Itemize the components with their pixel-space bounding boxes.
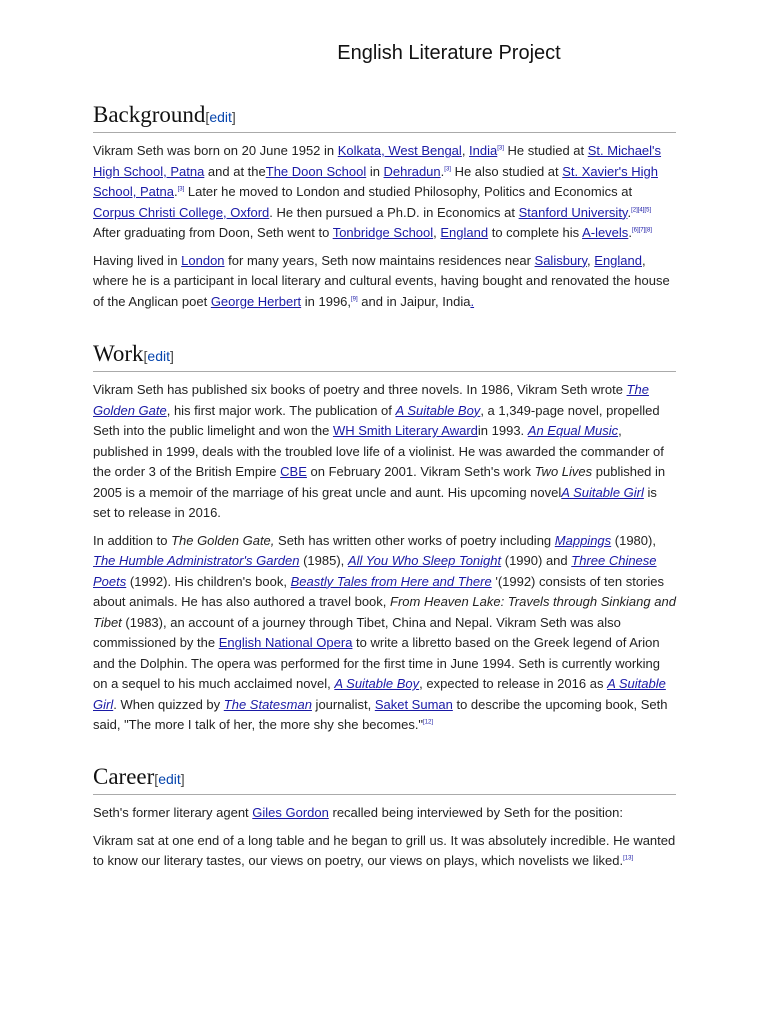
inline-link[interactable]: England <box>594 252 642 268</box>
text-run: Vikram sat at one end of a long table and he began to grill us. It was absolutely incredible. He wanted to know our literary tastes, our views on poetry, our views on plays, which novelists we liked. <box>93 832 676 868</box>
text-run: recalled being interviewed by Seth for the position: <box>328 805 623 820</box>
text-run: . <box>628 225 632 240</box>
document-title: English Literature Project <box>337 42 561 64</box>
text-run: , <box>587 252 595 268</box>
paragraph <box>93 803 676 824</box>
inline-link[interactable]: England <box>440 225 489 240</box>
inline-link[interactable]: CBE <box>280 464 307 479</box>
text-run: . When quizzed by <box>113 696 224 712</box>
section-work <box>93 340 676 736</box>
text-run: (1990) and <box>501 553 572 568</box>
text-run: , <box>433 225 441 240</box>
edit-link[interactable]: edit <box>209 109 232 125</box>
text-run: . <box>440 163 445 179</box>
inline-link[interactable]: Tonbridge School <box>332 225 434 240</box>
section-background <box>93 101 676 312</box>
citation-ref[interactable]: [12] <box>423 719 434 726</box>
text-run: . <box>627 204 632 220</box>
text-run: is set to release in 2016. <box>93 484 657 520</box>
inline-link[interactable]: Giles Gordon <box>252 805 329 820</box>
text-run: to complete his <box>488 225 583 240</box>
text-run: (1992). His children's book, <box>126 573 291 589</box>
edit-link-wrapper: [edit] <box>154 771 185 787</box>
text-run: Having lived in <box>93 252 182 268</box>
text-run: After graduating from Doon, Seth went to <box>93 225 333 240</box>
section-heading <box>93 340 676 372</box>
text-run: . <box>173 184 178 199</box>
inline-link[interactable]: Salisbury <box>534 252 588 268</box>
text-run: in 1996, <box>301 293 352 309</box>
text-run: , published in 1999, deals with the troubled love life of a violinist. He was awarded the commander of the order 3 of the British Empire <box>93 423 664 479</box>
inline-link[interactable]: A Suitable Boy <box>395 402 481 418</box>
citation-ref[interactable]: [3] <box>444 166 451 173</box>
inline-link[interactable]: Stanford University <box>518 204 628 220</box>
edit-link[interactable]: edit <box>147 348 170 364</box>
text-run: Later he moved to London and studied Philosophy, Politics and Economics at <box>184 184 633 199</box>
text-run: and in Jaipur, India <box>357 293 471 309</box>
paragraph <box>93 251 676 313</box>
paragraph <box>93 531 676 736</box>
text-run: (1985), <box>299 553 348 568</box>
text-run: Seth's former literary agent <box>93 805 253 820</box>
text-run: , expected to release in 2016 as <box>419 676 608 691</box>
inline-link[interactable]: Mappings <box>554 532 612 548</box>
paragraph <box>93 141 676 244</box>
text-run: , <box>461 143 470 158</box>
heading-text: Background <box>93 102 206 127</box>
inline-link[interactable]: The Humble Administrator's Garden <box>93 553 300 568</box>
edit-link-wrapper: [edit] <box>205 109 236 125</box>
text-run: , where he is a participant in local literary and cultural events, having bought and renovated the house of the Anglican poet <box>93 252 670 309</box>
inline-link[interactable]: The Statesman <box>223 696 312 712</box>
text-run: He also studied at <box>450 163 563 179</box>
text-run: published in 2005 is a memoir of the marriage of his great uncle and aunt. His upcoming novel <box>93 464 666 500</box>
text-run: Vikram Seth was born on 20 June 1952 in <box>93 143 338 158</box>
text-run: He studied at <box>503 143 588 158</box>
inline-link[interactable]: The Golden Gate <box>93 382 649 418</box>
paragraph <box>93 380 676 524</box>
inline-link[interactable]: Dehradun <box>383 163 441 179</box>
citation-ref[interactable]: [3] <box>497 145 504 152</box>
text-run: Vikram Seth has published six books of poetry and three novels. In 1986, Vikram Seth wrote <box>93 382 627 397</box>
text-run: to write a libretto based on the Greek legend of Arion and the Dolphin. The opera was performed for the first time in June 1994. Seth is currently working on a sequel to his much acclaimed novel, <box>93 635 660 691</box>
inline-link[interactable]: English National Opera <box>218 635 353 650</box>
inline-link[interactable]: A-levels <box>582 225 629 240</box>
edit-link-wrapper: [edit] <box>143 348 174 364</box>
text-run: on February 2001. Vikram Seth's work <box>306 464 535 479</box>
inline-link[interactable]: St. Xavier's High School, Patna <box>93 163 658 199</box>
inline-link[interactable]: India <box>469 143 498 158</box>
inline-link[interactable]: Kolkata, West Bengal <box>337 143 462 158</box>
heading-text: Work <box>93 341 144 366</box>
italic-title: From Heaven Lake: Travels through Sinkiang and Tibet <box>93 594 676 630</box>
inline-link[interactable]: WH Smith Literary Award <box>332 423 478 438</box>
inline-link[interactable]: An Equal Music <box>527 423 619 438</box>
text-run: to describe the upcoming book, Seth said, "The more I talk of her, the more shy she becomes." <box>93 696 668 732</box>
text-run: , a 1,349-page novel, propelled Seth into the public limelight and won the <box>93 402 660 438</box>
italic-title: Two Lives <box>534 464 593 479</box>
italic-title: The Golden Gate, <box>171 532 275 548</box>
section-career <box>93 763 676 872</box>
citation-ref[interactable]: [3] <box>177 186 185 193</box>
text-run: and at the <box>204 163 266 179</box>
inline-link[interactable]: A Suitable Girl <box>561 484 644 500</box>
text-run: . He then pursued a Ph.D. in Economics at <box>269 204 519 220</box>
inline-link[interactable]: Saket Suman <box>374 696 453 712</box>
inline-link[interactable]: The Doon School <box>265 163 367 179</box>
text-run: In addition to <box>93 532 172 548</box>
section-heading <box>93 763 676 795</box>
inline-link[interactable]: St. Michael's High School, Patna <box>93 143 662 179</box>
paragraph <box>93 831 676 872</box>
heading-text: Career <box>93 764 155 789</box>
inline-link[interactable]: A Suitable Boy <box>334 676 420 691</box>
text-run: , his first major work. The publication of <box>166 402 396 418</box>
inline-link[interactable]: London <box>181 252 225 268</box>
citation-ref[interactable]: [6][7][8] <box>631 227 652 234</box>
citation-ref[interactable]: [2][4][5] <box>631 207 652 214</box>
text-run: journalist, <box>311 696 375 712</box>
citation-ref[interactable]: [9] <box>351 296 358 303</box>
text-run: in <box>366 163 384 179</box>
text-run: (1980), <box>611 532 656 548</box>
inline-link[interactable]: George Herbert <box>210 293 302 309</box>
text-run: '(1992) consists of ten stories about animals. He has also authored a travel book, <box>93 573 665 609</box>
text-run: Seth has written other works of poetry including <box>274 532 555 548</box>
inline-link[interactable]: . <box>470 293 475 309</box>
inline-link[interactable]: All You Who Sleep Tonight <box>347 553 502 568</box>
inline-link[interactable]: Beastly Tales from Here and There <box>290 573 492 589</box>
citation-ref[interactable]: [13] <box>623 855 634 862</box>
inline-link[interactable]: Three Chinese Poets <box>93 553 657 589</box>
section-heading <box>93 101 676 133</box>
text-run: (1983), an account of a journey through Tibet, China and Nepal. Vikram Seth was also commissioned by the <box>93 614 621 650</box>
inline-link[interactable]: A Suitable Girl <box>93 676 666 712</box>
inline-link[interactable]: Corpus Christi College, Oxford <box>93 204 270 220</box>
text-run: in 1993. <box>477 423 528 438</box>
text-run: for many years, Seth now maintains residences near <box>224 252 535 268</box>
edit-link[interactable]: edit <box>158 771 181 787</box>
